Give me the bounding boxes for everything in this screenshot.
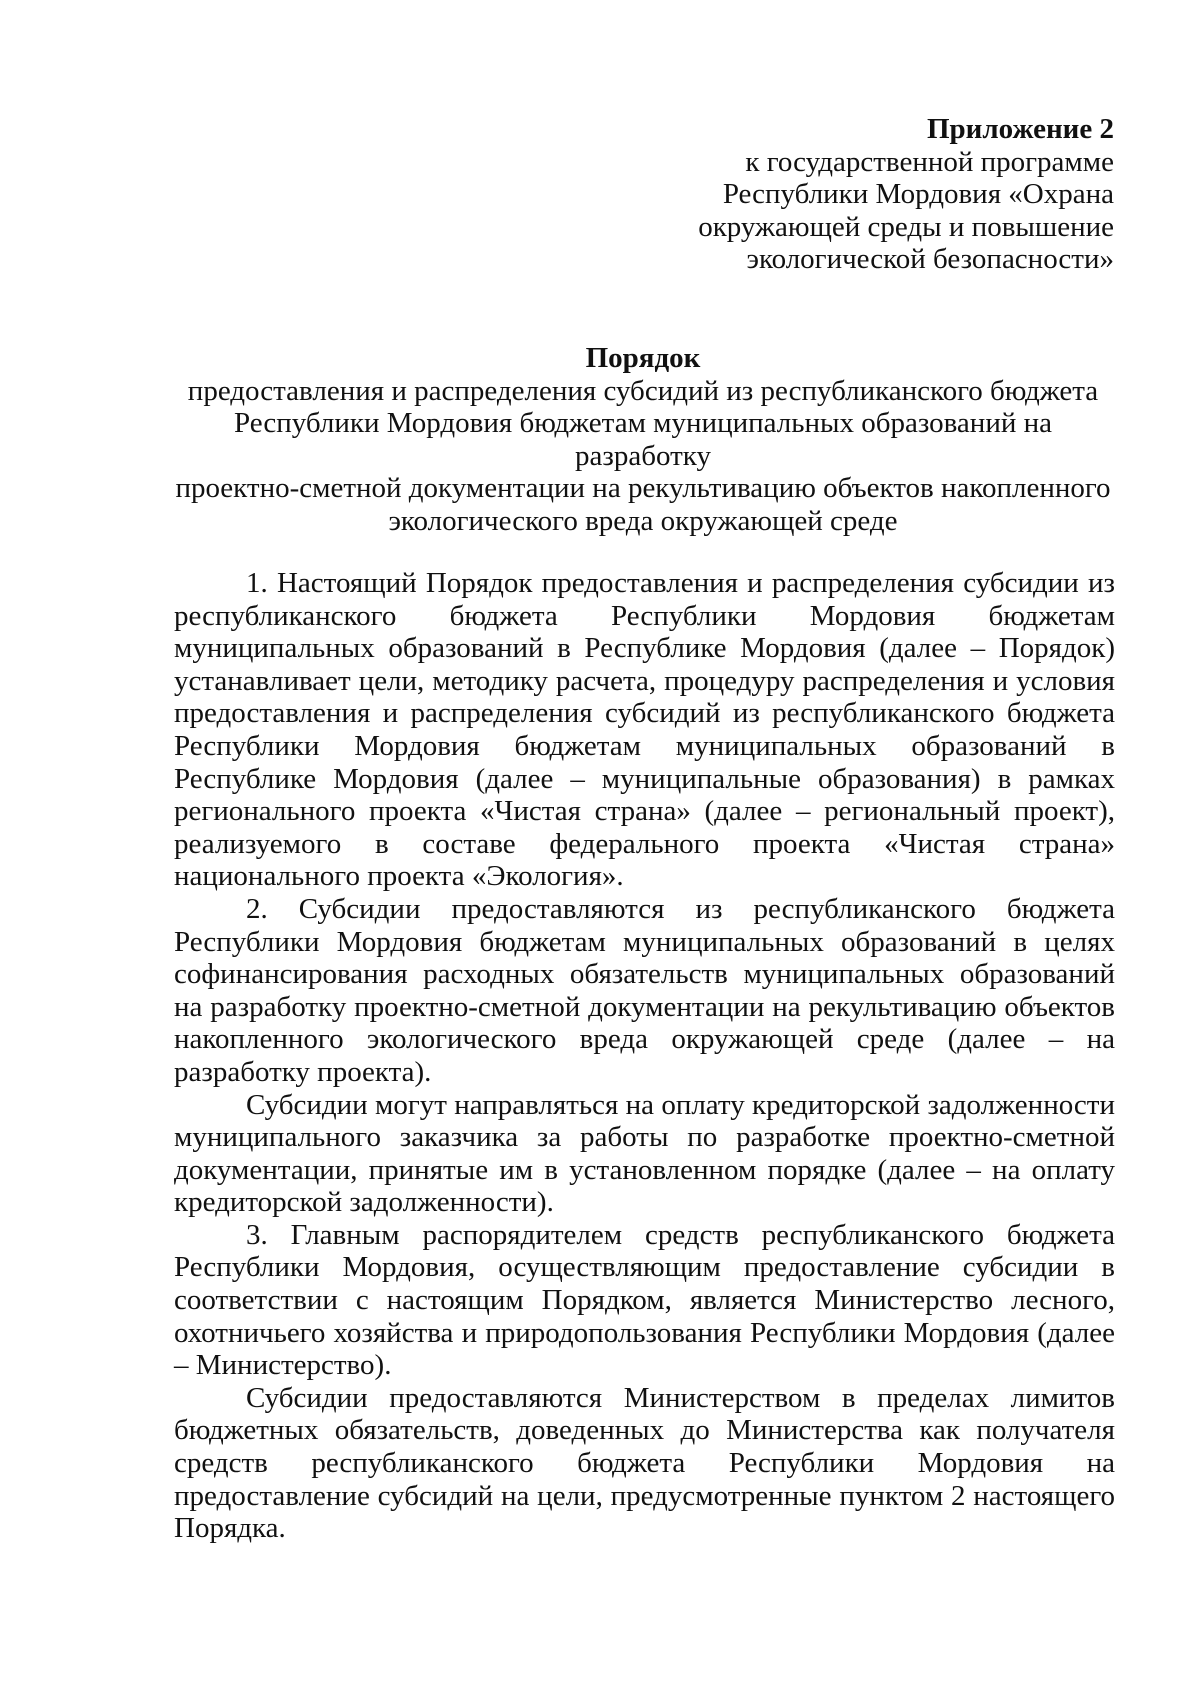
document-title-block (172, 342, 1114, 537)
appendix-line: Республики Мордовия «Охрана (722, 178, 1114, 210)
appendix-block (594, 113, 1114, 276)
paragraph-3: 3. Главным распорядителем средств республиканского бюджета Республики Мордовия, осуществляющим предоставление субсидии в соответствии с настоящим Порядком, является Министерство лесного, охотничьего хозяйства и природопользования Республики Мордовия (далее – Министерство). (174, 1218, 1115, 1382)
document-subtitle-line: предоставления и распределения субсидий из республиканского бюджета (187, 374, 1099, 407)
paragraph-1: 1. Настоящий Порядок предоставления и распределения субсидии из республиканского бюджета Республики Мордовия бюджетам муниципальных образований в Республике Мордовия (далее – Порядок) устанавливает цели, методику расчета, процедуру распределения и условия предоставления и распределения субсидий из республиканского бюджета Республики Мордовия бюджетам муниципальных образований в Республике Мордовия (далее – муниципальные образования) в рамках регионального проекта «Чистая страна» (далее – региональный проект), реализуемого в составе федерального проекта «Чистая страна» национального проекта «Экология». (174, 567, 1115, 893)
paragraph-3-continued: Субсидии предоставляются Министерством в пределах лимитов бюджетных обязательств, доведенных до Министерства как получателя средств республиканского бюджета Республики Мордовия на предоставление субсидий на цели, предусмотренные пунктом 2 настоящего Порядка. (174, 1381, 1115, 1545)
document-subtitle-line: Республики Мордовия бюджетам муниципальных образований на разработку (233, 407, 1053, 472)
document-body (174, 567, 1115, 1545)
appendix-line: окружающей среды и повышение (698, 210, 1114, 243)
document-heading: Порядок (585, 342, 701, 374)
document-subtitle-line: экологического вреда окружающей среде (388, 504, 898, 537)
appendix-line: экологической безопасности» (746, 243, 1114, 275)
paragraph-2-continued: Субсидии могут направляться на оплату кредиторской задолженности муниципального заказчика за работы по разработке проектно-сметной документации, принятые им в установленном порядке (далее – на оплату кредиторской задолженности). (174, 1088, 1115, 1219)
appendix-line: к государственной программе (745, 145, 1114, 178)
paragraph-2: 2. Субсидии предоставляются из республиканского бюджета Республики Мордовия бюджетам муниципальных образований в целях софинансирования расходных обязательств муниципальных образований на разработку проектно-сметной документации на рекультивацию объектов накопленного экологического вреда окружающей среде (далее – на разработку проекта). (174, 892, 1115, 1088)
document-subtitle-line: проектно-сметной документации на рекультивацию объектов накопленного (175, 472, 1111, 504)
appendix-title: Приложение 2 (927, 113, 1114, 145)
